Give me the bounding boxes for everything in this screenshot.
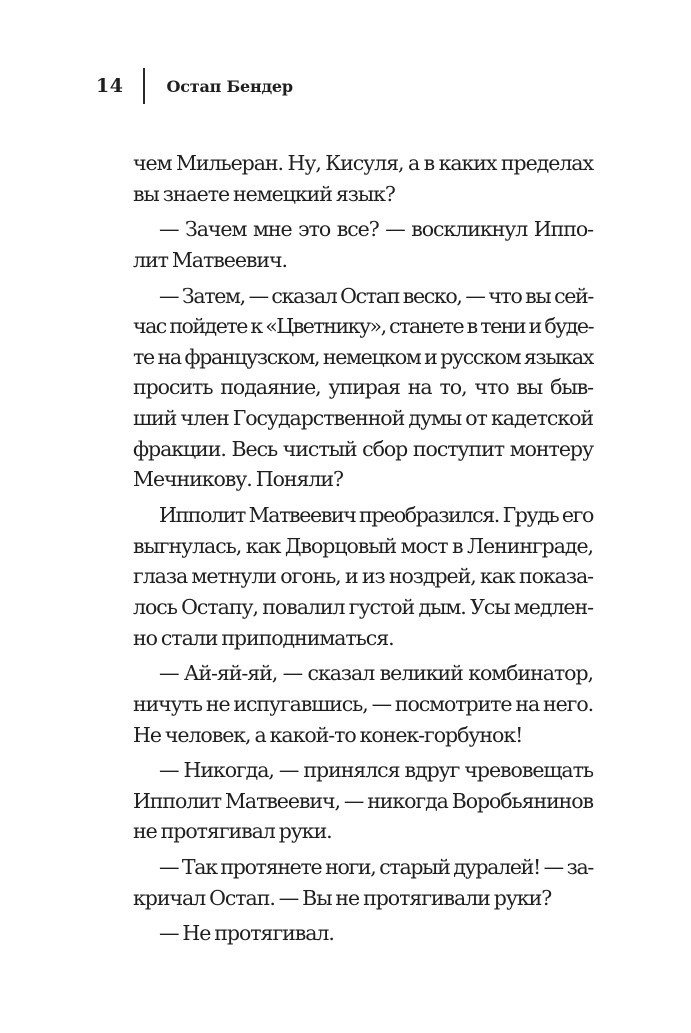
text-line: кричал Остап. — Вы не протягивали руки? [133, 885, 552, 910]
text-line: те на французском, немецком и русском языках [133, 344, 594, 369]
paragraph [133, 918, 593, 949]
text-line: — Ай-яй-яй, — сказал великий комбинатор, [159, 661, 593, 686]
text-line: ничуть не испугавшись, — посмотрите на него. [133, 691, 594, 716]
paragraph [133, 755, 593, 847]
text-line: фракции. Весь чистый сбор поступит монтеру [133, 436, 593, 461]
text-line: — Так протянете ноги, старый дуралей! — за- [159, 855, 593, 880]
text-line: лит Матвеевич. [133, 247, 287, 272]
text-body [133, 148, 593, 949]
page-number: 14 [96, 75, 124, 97]
text-line: — Не протягивал. [159, 921, 334, 946]
text-line: час пойдете к «Цветнику», станете в тени и буде- [133, 314, 594, 339]
paragraph [133, 852, 593, 913]
text-line: не протягивал руки. [133, 819, 332, 844]
paragraph [133, 148, 593, 209]
text-line: — Зачем мне это все? — воскликнул Иппо- [159, 217, 593, 242]
paragraph [133, 658, 593, 750]
header-divider [143, 68, 145, 104]
text-line: — Затем, — сказал Остап веско, — что вы сей- [159, 283, 593, 308]
text-line: вы знаете немецкий язык? [133, 181, 395, 206]
text-line: Не человек, а какой-то конек-горбунок! [133, 722, 523, 747]
paragraph [133, 500, 593, 653]
paragraph [133, 214, 593, 275]
paragraph [133, 281, 593, 495]
book-title: Остап Бендер [166, 76, 293, 96]
text-line: Ипполит Матвеевич, — никогда Воробьянинов [133, 788, 594, 813]
running-head [96, 68, 293, 104]
text-line: лось Остапу, повалил густой дым. Усы медлен- [133, 594, 593, 619]
text-line: чем Мильеран. Ну, Кисуля, а в каких пределах [133, 151, 593, 175]
text-line: просить подаяние, упирая на то, что вы быв- [133, 375, 593, 400]
text-line: но стали приподниматься. [133, 625, 394, 650]
text-line: — Никогда, — принялся вдруг чревовещать [159, 758, 593, 783]
text-line: ший член Государственной думы от кадетской [133, 406, 593, 431]
text-line: Ипполит Матвеевич преобразился. Грудь его [159, 503, 594, 528]
text-line: глаза метнули огонь, и из ноздрей, как показа- [133, 564, 593, 589]
text-line: выгнулась, как Дворцовый мост в Ленинграде, [133, 533, 593, 558]
text-line: Мечникову. Поняли? [133, 467, 343, 492]
